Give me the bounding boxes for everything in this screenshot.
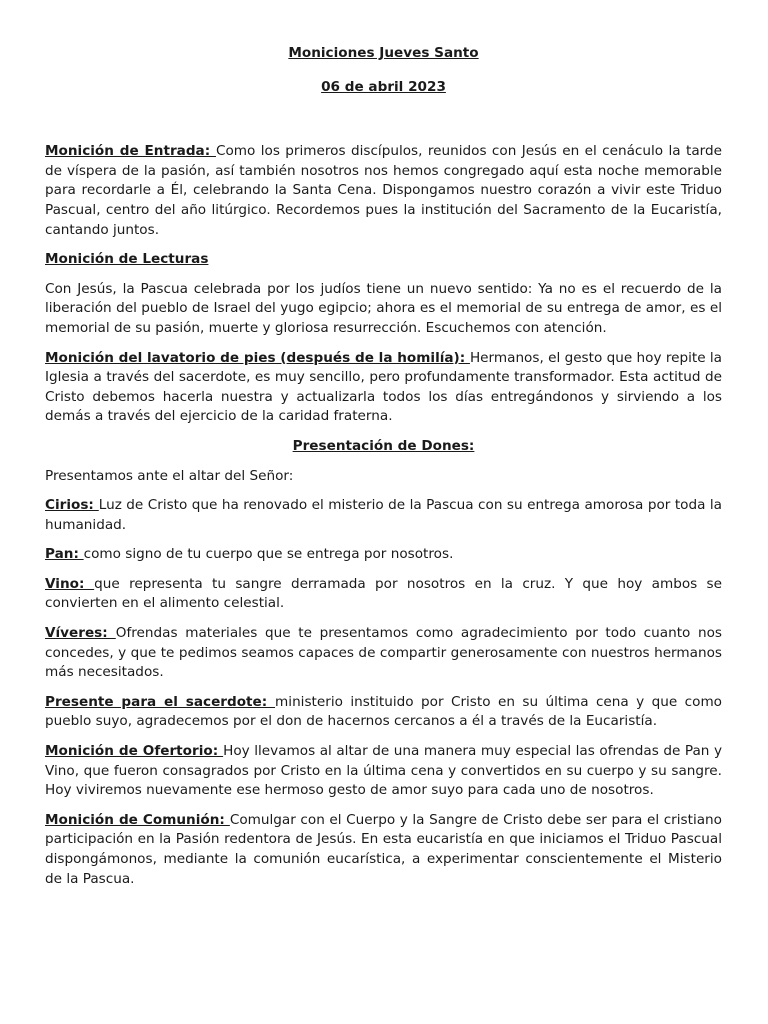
text-comunion: Comulgar con el Cuerpo y la Sangre de Cristo debe ser para el cristiano participación en la Pasión redentora de Jesús. En esta eucaristía en que iniciamos el Triduo Pascual dispongámonos, mediante la comunión eucarística, a experimentar conscientemente el Misterio de la Pascua. [45, 811, 722, 887]
spacer [45, 486, 722, 496]
text-lecturas: Con Jesús, la Pascua celebrada por los judíos tiene un nuevo sentido: Ya no es el recuerdo de la liberación del pueblo de Israel del yugo egipcio; ahora es el memorial de su entrega de amor, es el memorial de su pasión, muerte y gloriosa resurrección. Escuchemos con atención. [45, 280, 722, 336]
section-lavatorio [45, 349, 722, 427]
spacer [45, 565, 722, 575]
don-label: Vino: [45, 575, 95, 592]
document-date: 06 de abril 2023 [321, 78, 446, 95]
don-item-cirios [45, 496, 722, 535]
don-item-vino [45, 575, 722, 614]
document-title: Moniciones Jueves Santo [288, 45, 479, 61]
spacer [45, 97, 722, 142]
don-label: Presente para el sacerdote: [45, 693, 276, 710]
heading-entrada: Monición de Entrada: [45, 143, 216, 160]
don-label: Cirios: [45, 497, 99, 514]
text-ofertorio: Hoy llevamos al altar de una manera muy especial las ofrendas de Pan y Vino, que fueron consagrados por Cristo en la última cena y convertidos en su cuerpo y su sangre. Hoy viviremos nuevamente ese hermoso gesto de amor suyo para cada uno de nosotros. [45, 743, 722, 799]
section-lecturas-heading [45, 250, 722, 270]
text-lavatorio: Hermanos, el gesto que hoy repite la Iglesia a través del sacerdote, es muy sencillo, pero profundamente transformador. Esta actitud de Cristo debemos hacerla nuestra y actualizarla todos los días entregándonos y sirviendo a los demás a través del ejercicio de la caridad fraterna. [45, 349, 723, 425]
text-dones-intro: Presentamos ante el altar del Señor: [45, 467, 294, 484]
don-text: Ofrendas materiales que te presentamos como agradecimiento por todo cuanto nos concedes, y que te pedimos seamos capaces de compartir generosamente con nuestros hermanos más necesitados. [45, 625, 722, 681]
heading-lavatorio: Monición del lavatorio de pies (después de la homilía): [45, 349, 470, 366]
heading-lecturas: Monición de Lecturas [45, 251, 209, 268]
spacer [45, 339, 722, 349]
don-text: ministerio instituido por Cristo en su última cena y que como pueblo suyo, agradecemos por el don de hacernos cercanos a él a través de la Eucaristía. [45, 693, 723, 730]
spacer [45, 427, 722, 437]
don-label: Pan: [45, 546, 84, 563]
don-text: como signo de tu cuerpo que se entrega por nosotros. [83, 546, 454, 563]
don-item-viveres [45, 624, 722, 683]
text-entrada: Como los primeros discípulos, reunidos con Jesús en el cenáculo la tarde de víspera de la pasión, así también nosotros nos hemos congregado aquí esta noche memorable para recordarle a Él, celebrando la Santa Cena. Dispongamos nuestro corazón a vivir este Triduo Pascual, centro del año litúrgico. Recordemos pues la institución del Sacramento de la Eucaristía, cantando juntos. [45, 143, 722, 238]
spacer [45, 270, 722, 280]
don-label: Víveres: [45, 625, 116, 642]
spacer [45, 732, 722, 742]
heading-dones: Presentación de Dones: [292, 437, 475, 454]
section-entrada [45, 142, 722, 240]
section-ofertorio [45, 742, 722, 801]
document-page [45, 44, 722, 889]
don-item-pan [45, 545, 722, 565]
don-item-presente [45, 693, 722, 732]
spacer [45, 535, 722, 545]
spacer [45, 457, 722, 467]
don-text: Luz de Cristo que ha renovado el misterio de la Pascua con su entrega amorosa por toda la humanidad. [45, 497, 722, 533]
section-comunion [45, 811, 722, 889]
spacer [45, 614, 722, 624]
spacer [45, 683, 722, 693]
heading-comunion: Monición de Comunión: [45, 811, 230, 828]
don-text: que representa tu sangre derramada por nosotros en la cruz. Y que hoy ambos se convierten en el alimento celestial. [45, 575, 722, 612]
heading-ofertorio: Monición de Ofertorio: [45, 743, 224, 760]
spacer [45, 240, 722, 250]
spacer [45, 801, 722, 811]
